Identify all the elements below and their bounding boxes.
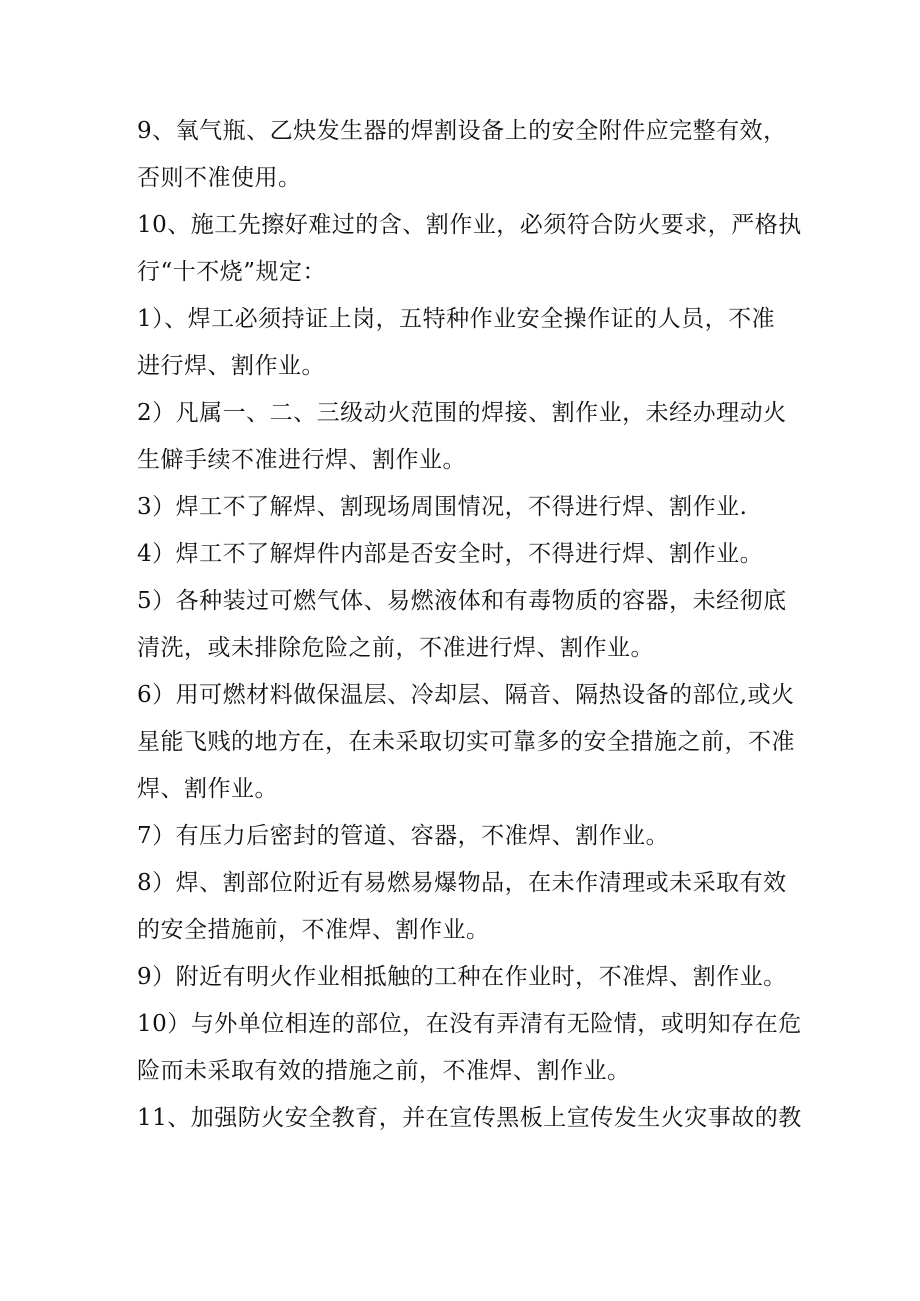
paragraph-item-11 xyxy=(137,1095,802,1142)
sub-item-10 xyxy=(137,1001,802,1095)
paragraph-line: 11、加强防火安全教育，并在宣传黑板上宣传发生火灾事故的教 xyxy=(137,1105,802,1131)
sub-item-7 xyxy=(137,813,797,860)
paragraph-line: 8）焊、割部位附近有易燃易爆物品，在未作清理或未采取有效 xyxy=(137,870,787,896)
paragraph-line: 10、施工先擦好难过的含、割作业，必须符合防火要求，严格执 xyxy=(137,212,802,238)
sub-item-2 xyxy=(137,390,797,484)
sub-item-9 xyxy=(137,954,797,1001)
sub-item-8 xyxy=(137,860,797,954)
document-body xyxy=(137,108,802,1142)
paragraph-line: 进行焊、割作业。 xyxy=(137,353,325,379)
paragraph-line: 清洗，或未排除危险之前，不准进行焊、割作业。 xyxy=(137,635,654,661)
paragraph-line: 2）凡属一、二、三级动火范围的焊接、割作业，未经办理动火 xyxy=(137,400,787,426)
paragraph-line: 1）、焊工必须持证上岗，五特种作业安全操作证的人员，不准 xyxy=(137,306,776,332)
paragraph-line: 5）各种装过可燃气体、易燃液体和有毒物质的容器，未经彻底 xyxy=(137,588,787,614)
paragraph-line: 7）有压力后密封的管道、容器，不准焊、割作业。 xyxy=(137,823,670,849)
paragraph-line: 9）附近有明火作业相抵触的工种在作业时，不准焊、割作业。 xyxy=(137,964,787,990)
paragraph-item-9 xyxy=(137,108,797,202)
paragraph-line: 否则不准使用。 xyxy=(137,165,302,191)
sub-item-1 xyxy=(137,296,797,390)
paragraph-line: 生僻手续不准进行焊、割作业。 xyxy=(137,447,466,473)
paragraph-line: 9、氧气瓶、乙炔发生器的焊割设备上的安全附件应完整有效， xyxy=(137,118,787,144)
paragraph-line: 的安全措施前，不准焊、割作业。 xyxy=(137,917,490,943)
paragraph-line: 3）焊工不了解焊、割现场周围情况，不得进行焊、割作业. xyxy=(137,494,748,520)
paragraph-line: 6）用可燃材料做保温层、冷却层、隔音、隔热设备的部位,或火 xyxy=(137,682,795,708)
sub-item-5 xyxy=(137,578,797,672)
paragraph-line: 4）焊工不了解焊件内部是否安全时，不得进行焊、割作业。 xyxy=(137,541,764,567)
paragraph-line: 险而未采取有效的措施之前，不准焊、割作业。 xyxy=(137,1058,631,1084)
paragraph-line: 行“十不烧”规定： xyxy=(137,259,327,285)
sub-item-3 xyxy=(137,484,797,531)
paragraph-line: 10）与外单位相连的部位，在没有弄清有无险情，或明知存在危 xyxy=(137,1011,802,1037)
sub-item-4 xyxy=(137,531,797,578)
sub-item-6 xyxy=(137,672,797,813)
paragraph-item-10 xyxy=(137,202,802,296)
paragraph-line: 焊、割作业。 xyxy=(137,776,278,802)
paragraph-line: 星能飞贱的地方在，在未采取切实可靠多的安全措施之前，不准 xyxy=(137,729,795,755)
